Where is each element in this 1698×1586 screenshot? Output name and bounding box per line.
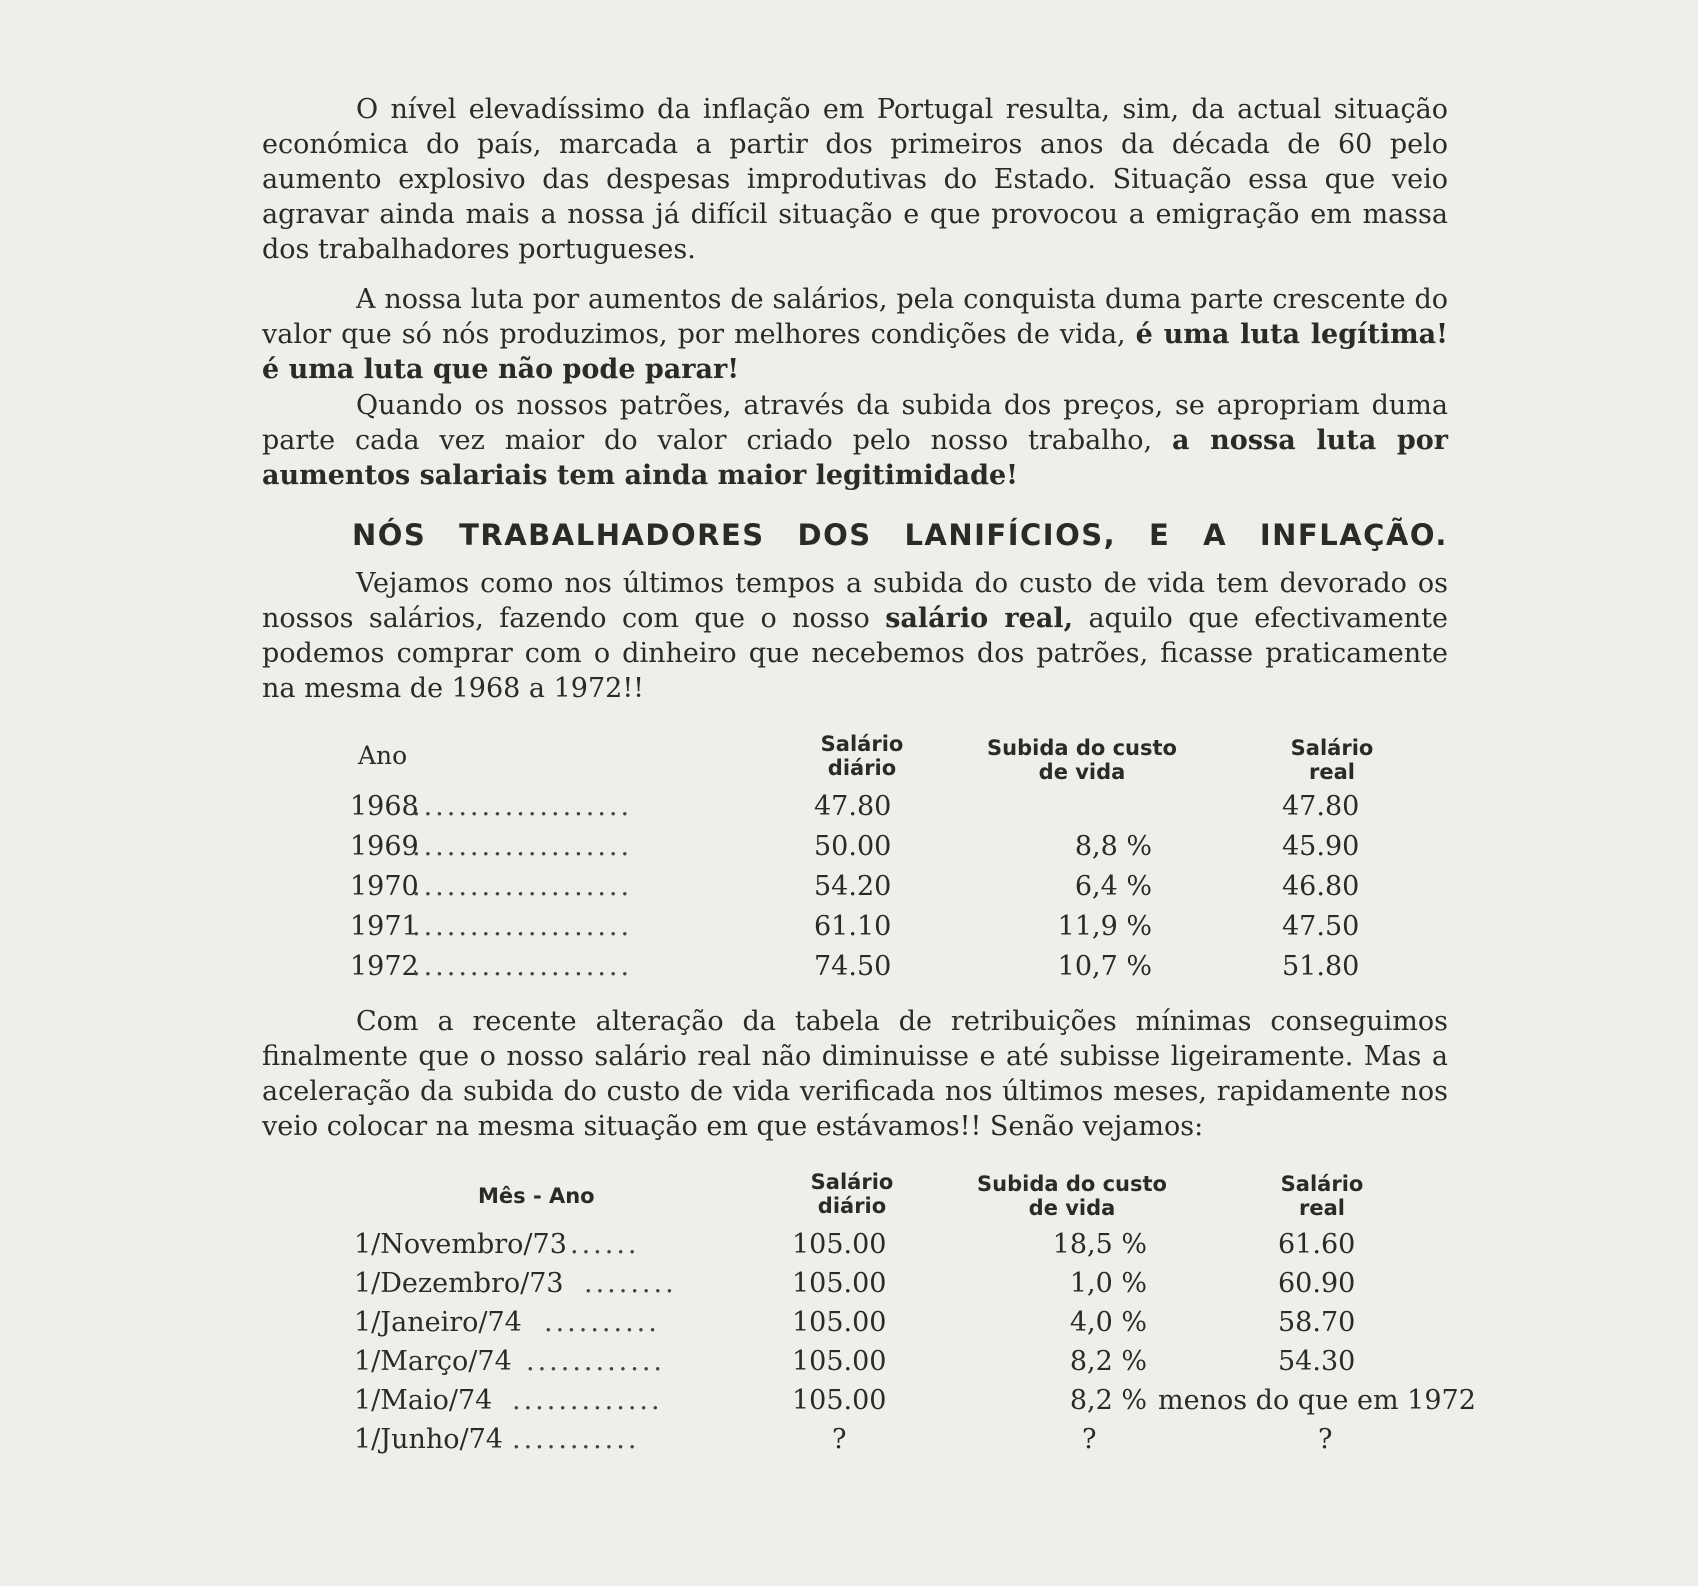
- section-heading: [352, 518, 1448, 552]
- cell-real-wage: 47.50: [1282, 911, 1360, 942]
- cell-cost-increase: 8,8 %: [1074, 831, 1152, 862]
- cell-month-year: 1/Novembro/73: [354, 1229, 567, 1260]
- cell-real-wage: menos do que em 1972: [1158, 1385, 1476, 1416]
- cell-cost-increase: ?: [1082, 1424, 1097, 1455]
- column-header-real-wage: Salário real: [1290, 736, 1374, 784]
- table-row: [262, 1265, 1448, 1303]
- column-header-year: Ano: [358, 741, 408, 770]
- cell-real-wage: ?: [1318, 1424, 1333, 1455]
- cell-year: 1970: [350, 871, 419, 902]
- leader-dots: ...........: [512, 1424, 640, 1455]
- cell-real-wage: 61.60: [1278, 1229, 1356, 1260]
- cell-daily-wage: 105.00: [792, 1229, 887, 1260]
- cell-daily-wage: 47.80: [814, 791, 892, 822]
- table-row: [262, 1343, 1448, 1381]
- cell-month-year: 1/Dezembro/73: [354, 1268, 564, 1299]
- paragraph-text: O nível elevadíssimo da inflação em Portugal resulta, sim, da actual situação económica do país, marcada a partir dos primeiros anos da década de 60 pelo aumento explosivo das despesas improdutivas do Estado. Situação essa que veio agravar ainda mais a nossa já difícil situação e que provocou a emigração em massa dos trabalhadores portugueses.: [262, 94, 1448, 265]
- heading-word: TRABALHADORES: [459, 518, 765, 552]
- table-row: [262, 908, 1448, 946]
- cell-daily-wage: 61.10: [814, 911, 892, 942]
- cell-cost-increase: 18,5 %: [1052, 1229, 1147, 1260]
- paragraph-text: Quando os nossos patrões, através da subida dos preços, se apropriam duma parte cada vez maior do valor criado pelo nosso trabalho,: [262, 390, 1448, 456]
- paragraph-text: Vejamos como nos últimos tempos a subida do custo de vida tem devorado os nossos salários, fazendo com que o nosso: [262, 568, 1448, 634]
- cell-month-year: 1/Março/74: [354, 1346, 512, 1377]
- column-header-cost-increase: Subida do custo de vida: [987, 736, 1177, 784]
- cell-cost-increase: 11,9 %: [1057, 911, 1152, 942]
- paragraph-4: [262, 566, 1448, 706]
- table-row: [262, 1421, 1448, 1459]
- cell-cost-increase: 10,7 %: [1057, 951, 1152, 982]
- leader-dots: ......: [570, 1229, 640, 1260]
- heading-word: LANIFÍCIOS,: [904, 518, 1117, 552]
- cell-real-wage: 45.90: [1282, 831, 1360, 862]
- cell-daily-wage: 105.00: [792, 1385, 887, 1416]
- cell-real-wage: 51.80: [1282, 951, 1360, 982]
- paragraph-text: aquilo que efectivamente podemos comprar com o dinheiro que necebemos dos patrões, ficasse praticamente na mesma de 1968 a 1972!!: [262, 603, 1448, 704]
- table-row: [262, 1226, 1448, 1264]
- cell-real-wage: 47.80: [1282, 791, 1360, 822]
- leader-dots: ..........: [544, 1307, 660, 1338]
- cell-cost-increase: 8,2 %: [1069, 1385, 1147, 1416]
- table-row: [262, 788, 1448, 826]
- table-row: [262, 1304, 1448, 1342]
- leader-dots: .............: [512, 1385, 663, 1416]
- cell-month-year: 1/Maio/74: [354, 1385, 493, 1416]
- cell-cost-increase: 1,0 %: [1069, 1268, 1147, 1299]
- leader-dots: ...................: [412, 871, 633, 902]
- cell-real-wage: 46.80: [1282, 871, 1360, 902]
- cell-daily-wage: 54.20: [814, 871, 892, 902]
- table-row: [262, 828, 1448, 866]
- cell-year: 1971: [350, 911, 419, 942]
- leader-dots: ...................: [412, 791, 633, 822]
- cell-daily-wage: ?: [832, 1424, 847, 1455]
- cell-cost-increase: 6,4 %: [1074, 871, 1152, 902]
- heading-word: DOS: [797, 518, 872, 552]
- cell-daily-wage: 50.00: [814, 831, 892, 862]
- heading-word: E: [1148, 518, 1171, 552]
- cell-daily-wage: 105.00: [792, 1346, 887, 1377]
- cell-real-wage: 54.30: [1278, 1346, 1356, 1377]
- cell-real-wage: 58.70: [1278, 1307, 1356, 1338]
- leader-dots: ...................: [412, 831, 633, 862]
- cell-month-year: 1/Junho/74: [354, 1424, 503, 1455]
- leader-dots: ...................: [412, 911, 633, 942]
- cell-daily-wage: 105.00: [792, 1268, 887, 1299]
- heading-word: INFLAÇÃO.: [1259, 518, 1448, 552]
- table-row: [262, 868, 1448, 906]
- cell-cost-increase: 8,2 %: [1069, 1346, 1147, 1377]
- leader-dots: ...................: [412, 951, 633, 982]
- cell-daily-wage: 105.00: [792, 1307, 887, 1338]
- column-header-cost-increase: Subida do custo de vida: [977, 1172, 1167, 1220]
- cell-real-wage: 60.90: [1278, 1268, 1356, 1299]
- column-header-daily-wage: Salário diário: [820, 732, 904, 780]
- column-header-month-year: Mês - Ano: [478, 1184, 595, 1208]
- cell-year: 1972: [350, 951, 419, 982]
- paragraph-5: [262, 1004, 1448, 1144]
- emphasis-text: salário real,: [885, 603, 1073, 634]
- paragraph-1: [262, 92, 1448, 267]
- paragraph-2: [262, 282, 1448, 387]
- cell-daily-wage: 74.50: [814, 951, 892, 982]
- column-header-real-wage: Salário real: [1280, 1172, 1364, 1220]
- heading-word: NÓS: [352, 518, 427, 552]
- paragraph-text: Com a recente alteração da tabela de retribuições mínimas conseguimos finalmente que o nosso salário real não diminuisse e até subisse ligeiramente. Mas a aceleração da subida do custo de vida verificada nos últimos meses, rapidamente nos veio colocar na mesma situação em que estávamos!! Senão vejamos:: [262, 1006, 1448, 1142]
- heading-word: A: [1203, 518, 1228, 552]
- emphasis-text: é uma luta legítima! é uma luta que não pode parar!: [262, 319, 1448, 385]
- leader-dots: ............: [526, 1346, 665, 1377]
- cell-year: 1968: [350, 791, 419, 822]
- cell-month-year: 1/Janeiro/74: [354, 1307, 522, 1338]
- cell-cost-increase: 4,0 %: [1069, 1307, 1147, 1338]
- cell-year: 1969: [350, 831, 419, 862]
- paragraph-3: [262, 388, 1448, 493]
- table-row: [262, 1382, 1476, 1420]
- emphasis-text: a nossa luta por aumentos salariais tem ainda maior legitimidade!: [262, 425, 1449, 491]
- leader-dots: ........: [584, 1268, 677, 1299]
- paragraph-text: A nossa luta por aumentos de salários, pela conquista duma parte crescente do valor que só nós produzimos, por melhores condições de vida,: [262, 284, 1448, 350]
- column-header-daily-wage: Salário diário: [810, 1170, 894, 1218]
- table-row: [262, 948, 1448, 986]
